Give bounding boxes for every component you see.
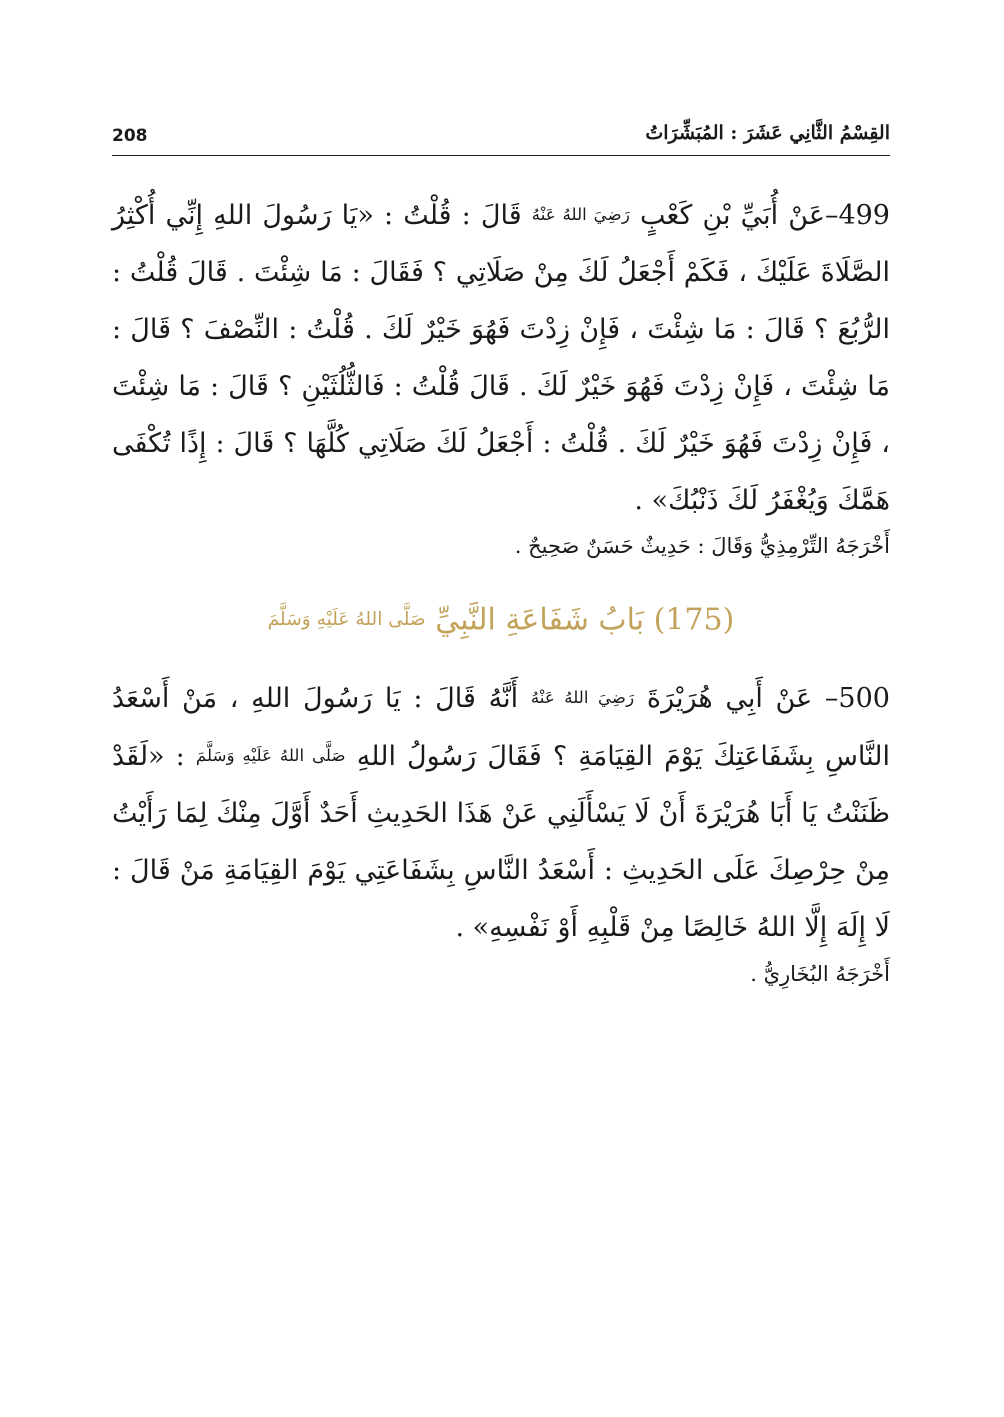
hadith-499-source: أَخْرَجَهُ التِّرْمِذِيُّ وَقَالَ : حَدِيثٌ حَسَنٌ صَحِيحٌ . [514, 534, 890, 558]
running-title: القِسْمُ الثَّانِي عَشَرَ : المُبَشِّرَاتُ [645, 122, 890, 144]
chapter-title: بَابُ شَفَاعَةِ النَّبِيِّ [435, 602, 645, 638]
chapter-number: (175) [653, 602, 735, 638]
hadith-499-number: 499 [838, 200, 890, 232]
hadith-500-body-2: : «لَقَدْ ظَنَنْتُ يَا أَبَا هُرَيْرَةَ أَنْ لَا يَسْأَلَنِي عَنْ هَذَا الحَدِيثِ أَحَدٌ أَوَّلَ مِنْكَ لِمَا رَأَيْتُ مِنْ حِرْصِكَ عَلَى الحَدِيثِ : أَسْعَدُ النَّاسِ بِشَفَاعَتِي يَوْمَ القِيَامَةِ مَنْ قَالَ : لَا إِلَهَ إِلَّا اللهُ خَالِصًا مِنْ قَلْبِهِ أَوْ نَفْسِهِ» . [112, 741, 890, 944]
hadith-500-honorific: رَضِيَ اللهُ عَنْهُ [530, 687, 635, 707]
hadith-500-narrator: – عَنْ أَبِي هُرَيْرَةَ [646, 683, 839, 715]
page-number: 208 [112, 126, 148, 146]
hadith-500-prophet-honorific: صَلَّى اللهُ عَلَيْهِ وَسَلَّمَ [195, 745, 346, 766]
hadith-500-source: أَخْرَجَهُ البُخَارِيُّ . [750, 962, 890, 986]
chapter-heading [112, 598, 890, 643]
page-header [112, 118, 890, 156]
hadith-500-text [112, 669, 890, 956]
hadith-499-body: قَالَ : قُلْتُ : «يَا رَسُولَ اللهِ إِنِّي أُكْثِرُ الصَّلَاةَ عَلَيْكَ ، فَكَمْ أَجْعَلُ لَكَ مِنْ صَلَاتِي ؟ فَقَالَ : مَا شِئْتَ . قَالَ قُلْتُ : الرُّبُعَ ؟ قَالَ : مَا شِئْتَ ، فَإِنْ زِدْتَ فَهُوَ خَيْرٌ لَكَ . قُلْتُ : النِّصْفَ ؟ قَالَ : مَا شِئْتَ ، فَإِنْ زِدْتَ فَهُوَ خَيْرٌ لَكَ . قَالَ قُلْتُ : فَالثُّلُثَيْنِ ؟ قَالَ : مَا شِئْتَ ، فَإِنْ زِدْتَ فَهُوَ خَيْرٌ لَكَ . قُلْتُ : أَجْعَلُ لَكَ صَلَاتِي كُلَّهَا ؟ قَالَ : إِذًا تُكْفَى هَمَّكَ وَيُغْفَرُ لَكَ ذَنْبُكَ» . [112, 200, 890, 517]
hadith-500-body-1: أَنَّهُ قَالَ : يَا رَسُولَ اللهِ ، مَنْ أَسْعَدُ النَّاسِ بِشَفَاعَتِكَ يَوْمَ القِيَامَةِ ؟ فَقَالَ رَسُولُ اللهِ [112, 683, 891, 773]
hadith-499-text [112, 186, 890, 529]
hadith-500-number: 500 [838, 683, 890, 715]
chapter-honorific: صَلَّى اللهُ عَلَيْهِ وَسَلَّمَ [267, 609, 426, 630]
hadith-499-honorific: رَضِيَ اللهُ عَنْهُ [531, 204, 630, 224]
header-rule [112, 155, 890, 156]
hadith-499-narrator: –عَنْ أُبَيِّ بْنِ كَعْبٍ [640, 200, 839, 232]
